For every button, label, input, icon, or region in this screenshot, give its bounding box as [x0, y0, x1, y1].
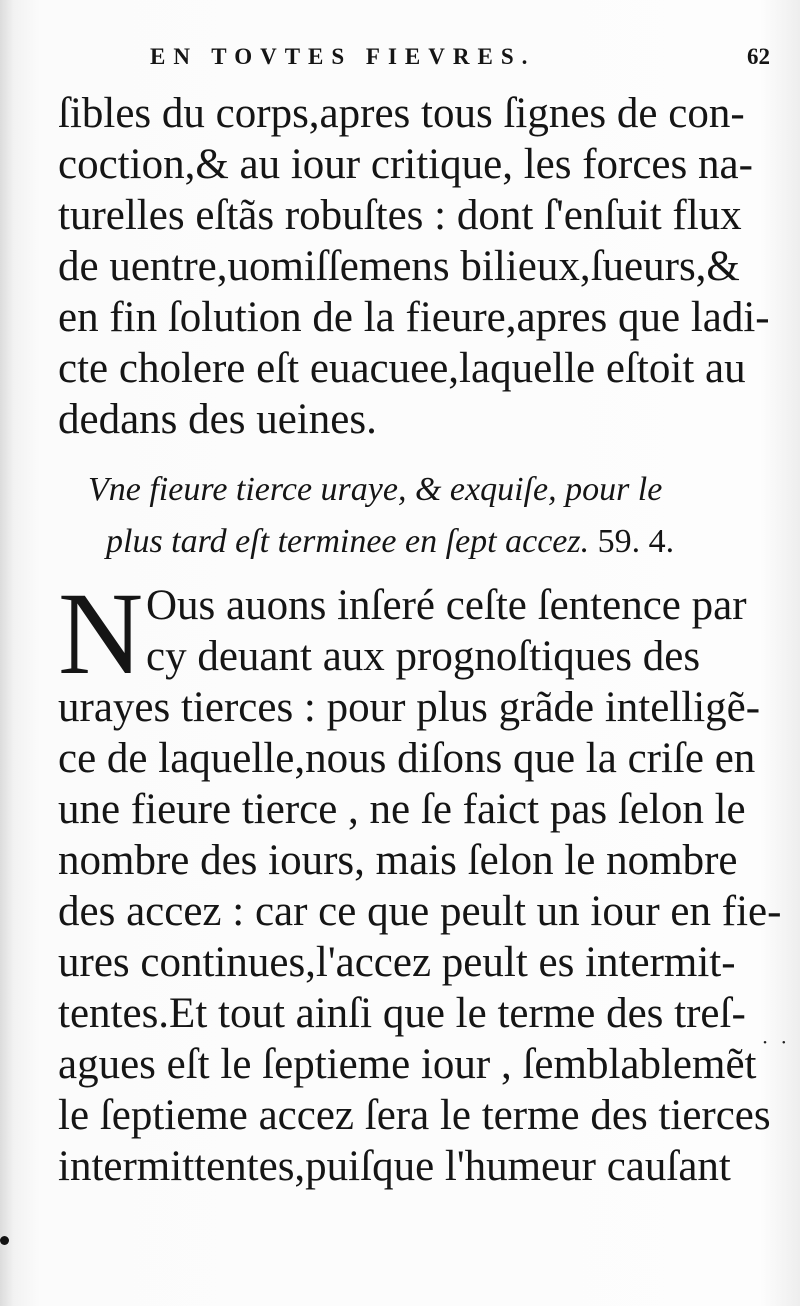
aphorism-line — [88, 516, 768, 568]
running-header: EN TOVTES FIEVRES. — [150, 44, 536, 69]
margin-dots: · · — [761, 1030, 790, 1054]
text-line: cte cholere eſt euacuee,laquelle eſtoit au — [58, 345, 746, 392]
text-line: ſibles du corps,apres tous ſignes de con- — [58, 90, 745, 137]
ink-spot — [0, 1236, 9, 1245]
paragraph-commentary — [58, 568, 782, 1192]
paragraph-continued — [58, 88, 770, 445]
drop-cap: N — [58, 568, 144, 699]
text-line: une fieure tierce , ne ſe faict pas ſelon le — [58, 786, 746, 833]
text-line: tentes.Et tout ainſi que le terme des treſ- — [58, 990, 746, 1037]
text-line: ures continues,l'accez peult es intermit- — [58, 939, 736, 986]
text-line: Ous auons inſeré ceſte ſentence par — [146, 582, 747, 629]
text-line: cy deuant aux prognoſtiques des — [146, 633, 701, 680]
page-number: 62 — [747, 44, 770, 69]
aphorism-reference: 59. 4. — [597, 523, 675, 560]
text-line: dedans des ueines. — [58, 396, 377, 443]
text-line: de uentre,uomiſſemens bilieux,ſueurs,& — [58, 243, 740, 290]
text-line: le ſeptieme accez ſera le terme des tierces — [58, 1092, 771, 1139]
text-line: en fin ſolution de la fieure,apres que ladi- — [58, 294, 770, 341]
text-line: nombre des iours, mais ſelon le nombre — [58, 837, 738, 884]
text-line: des accez : car ce que peult un iour en fie- — [58, 888, 782, 935]
text-line: agues eſt le ſeptieme iour , ſemblablemẽt — [58, 1041, 757, 1088]
aphorism-line: Vne fieure tierce uraye, & exquiſe, pour le — [88, 471, 663, 508]
aphorism-heading — [88, 464, 768, 568]
text-line: intermittentes,puiſque l'humeur cauſant — [58, 1143, 731, 1190]
text-line: urayes tierces : pour plus grãde intelligẽ- — [58, 684, 761, 731]
text-line: ce de laquelle,nous diſons que la criſe en — [58, 735, 756, 782]
text-line: coction,& au iour critique, les forces na- — [58, 141, 753, 188]
aphorism-text: plus tard eſt terminee en ſept accez. — [106, 523, 590, 560]
text-line: turelles eſtãs robuſtes : dont ſ'enſuit flux — [58, 192, 742, 239]
